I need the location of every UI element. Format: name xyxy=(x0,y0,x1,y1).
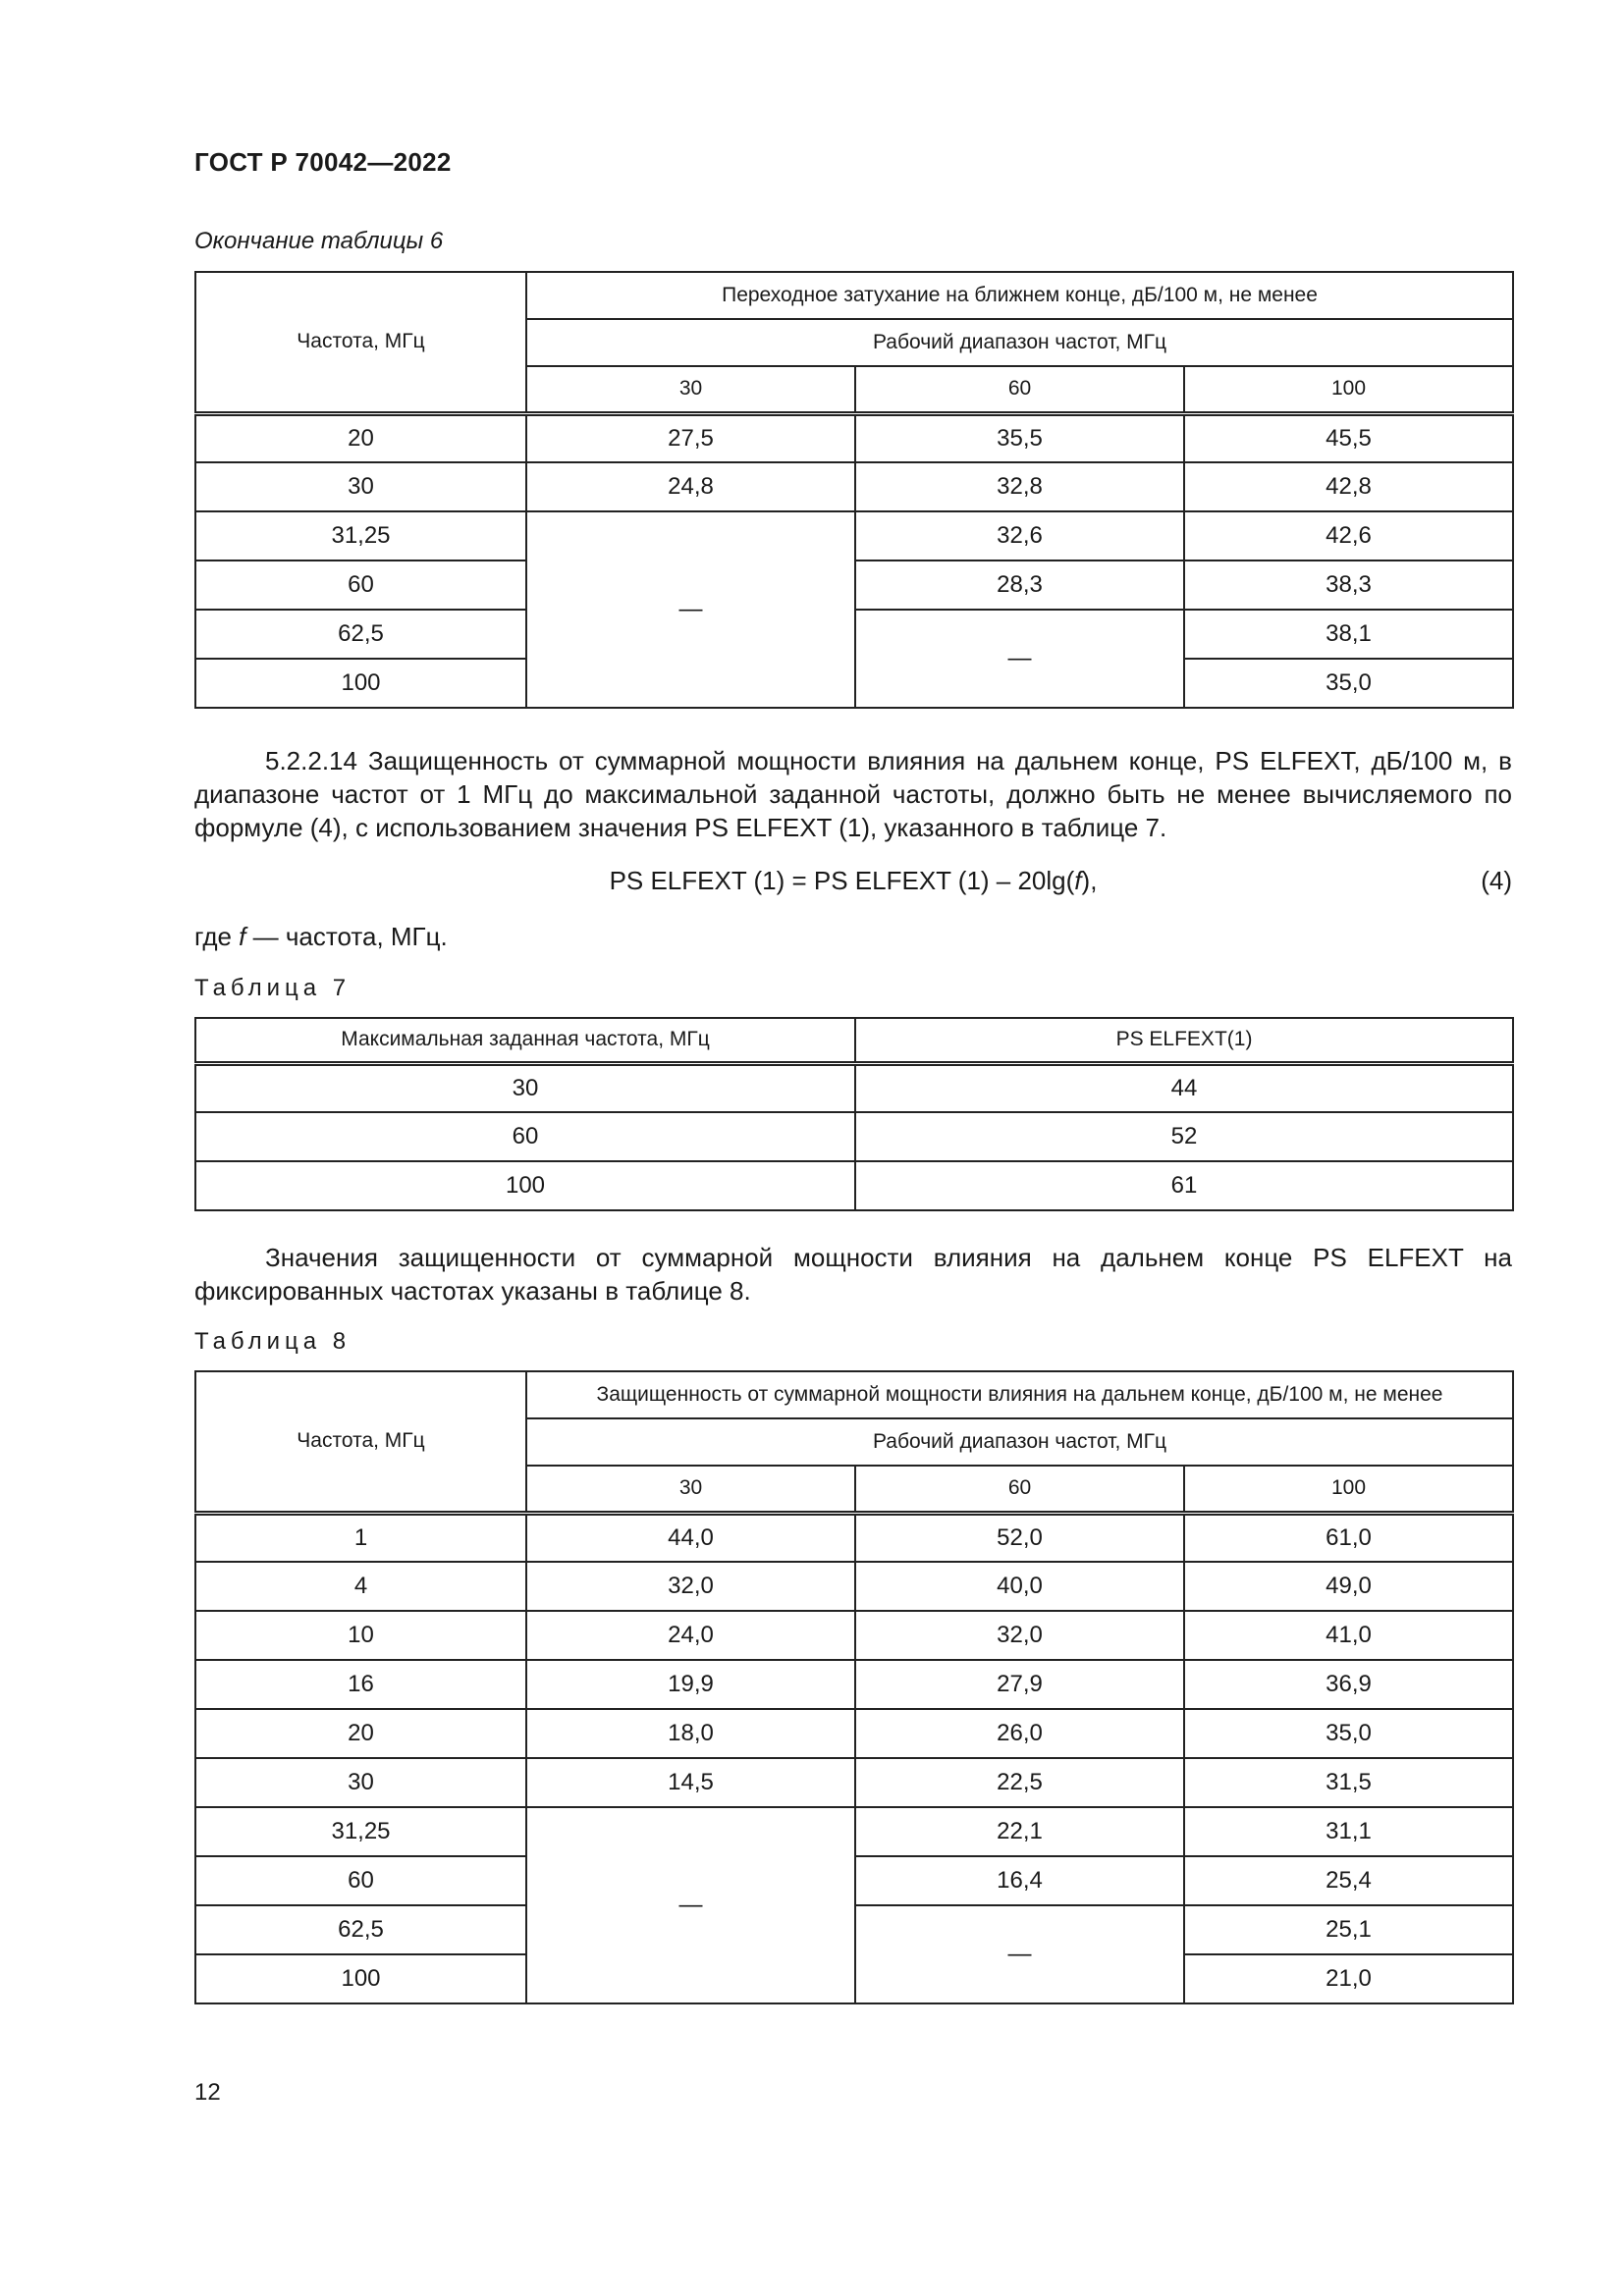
table6-group-header: Переходное затухание на ближнем конце, дБ/100 м, не менее xyxy=(526,272,1513,319)
table-row xyxy=(195,1161,1513,1210)
table6-cell: 42,6 xyxy=(1184,511,1513,561)
table-row xyxy=(195,1112,1513,1161)
table8-cell: 22,5 xyxy=(855,1758,1184,1807)
table8-cell: 61,0 xyxy=(1184,1513,1513,1562)
table8-cell: 62,5 xyxy=(195,1905,526,1954)
table8-cell: 30 xyxy=(195,1758,526,1807)
table8-dash-cell: — xyxy=(855,1905,1184,2003)
table-row xyxy=(195,1709,1513,1758)
paragraph-5-2-2-14 xyxy=(194,744,1512,844)
table8-range-col: 30 xyxy=(526,1466,855,1513)
table7 xyxy=(194,1017,1514,1211)
table6-range-header: Рабочий диапазон частот, МГц xyxy=(526,319,1513,366)
table8-cell: 44,0 xyxy=(526,1513,855,1562)
table6-cell: 42,8 xyxy=(1184,462,1513,511)
table8-freq-header: Частота, МГц xyxy=(195,1371,526,1513)
formula-variable: f xyxy=(1074,866,1082,895)
table8-group-header: Защищенность от суммарной мощности влияния на дальнем конце, дБ/100 м, не менее xyxy=(526,1371,1513,1418)
table8-cell: 41,0 xyxy=(1184,1611,1513,1660)
table6-cell: 100 xyxy=(195,659,526,708)
formula-left: PS ELFEXT (1) = PS ELFEXT (1) – 20lg( xyxy=(609,866,1075,895)
table8-cell: 18,0 xyxy=(526,1709,855,1758)
table7-cell: 100 xyxy=(195,1161,855,1210)
table-row xyxy=(195,1513,1513,1562)
table8-cell: 100 xyxy=(195,1954,526,2003)
table8-cell: 19,9 xyxy=(526,1660,855,1709)
table6-cell: 38,1 xyxy=(1184,610,1513,659)
table6-caption: Окончание таблицы 6 xyxy=(194,228,444,254)
table6-dash-cell: — xyxy=(526,511,855,708)
table6-range-col: 100 xyxy=(1184,366,1513,413)
table-row xyxy=(195,511,1513,561)
table8-cell: 20 xyxy=(195,1709,526,1758)
table6-cell: 30 xyxy=(195,462,526,511)
table-row xyxy=(195,1611,1513,1660)
table6-cell: 31,25 xyxy=(195,511,526,561)
table8-cell: 32,0 xyxy=(526,1562,855,1611)
page-number: 12 xyxy=(194,2079,221,2106)
formula-expression xyxy=(194,864,1512,897)
table6-cell: 38,3 xyxy=(1184,561,1513,610)
table8-cell: 52,0 xyxy=(855,1513,1184,1562)
formula-right: ), xyxy=(1081,866,1098,895)
table6-cell: 27,5 xyxy=(526,413,855,462)
table8-cell: 49,0 xyxy=(1184,1562,1513,1611)
table6-cell: 28,3 xyxy=(855,561,1184,610)
table8-cell: 16,4 xyxy=(855,1856,1184,1905)
table8-cell: 25,1 xyxy=(1184,1905,1513,1954)
table7-caption: Таблица 7 xyxy=(194,975,352,1001)
table7-col-header: PS ELFEXT(1) xyxy=(855,1018,1513,1063)
where-prefix: где xyxy=(194,922,240,951)
table8-cell: 31,25 xyxy=(195,1807,526,1856)
table-row xyxy=(195,1562,1513,1611)
table-row xyxy=(195,413,1513,462)
table8 xyxy=(194,1370,1514,2004)
table6-cell: 32,6 xyxy=(855,511,1184,561)
table8-range-col: 60 xyxy=(855,1466,1184,1513)
formula-explanation xyxy=(194,920,448,953)
table6-cell: 62,5 xyxy=(195,610,526,659)
table7-cell: 60 xyxy=(195,1112,855,1161)
table8-cell: 60 xyxy=(195,1856,526,1905)
table8-cell: 14,5 xyxy=(526,1758,855,1807)
table-row xyxy=(195,1758,1513,1807)
table6-cell: 35,0 xyxy=(1184,659,1513,708)
table8-cell: 16 xyxy=(195,1660,526,1709)
table8-cell: 26,0 xyxy=(855,1709,1184,1758)
table8-cell: 27,9 xyxy=(855,1660,1184,1709)
table6-dash-cell: — xyxy=(855,610,1184,708)
table8-cell: 10 xyxy=(195,1611,526,1660)
table8-range-col: 100 xyxy=(1184,1466,1513,1513)
table8-caption: Таблица 8 xyxy=(194,1328,352,1355)
table8-cell: 24,0 xyxy=(526,1611,855,1660)
table7-cell: 52 xyxy=(855,1112,1513,1161)
table6-cell: 32,8 xyxy=(855,462,1184,511)
table7-cell: 61 xyxy=(855,1161,1513,1210)
table7-cell: 44 xyxy=(855,1063,1513,1112)
table8-cell: 31,1 xyxy=(1184,1807,1513,1856)
table6-range-col: 30 xyxy=(526,366,855,413)
table8-cell: 21,0 xyxy=(1184,1954,1513,2003)
table6-range-col: 60 xyxy=(855,366,1184,413)
where-suffix: — частота, МГц. xyxy=(245,922,448,951)
table6-freq-header: Частота, МГц xyxy=(195,272,526,413)
table7-cell: 30 xyxy=(195,1063,855,1112)
table6-cell: 60 xyxy=(195,561,526,610)
paragraph-table8-intro xyxy=(194,1241,1512,1308)
table-row xyxy=(195,1063,1513,1112)
table6-cell: 35,5 xyxy=(855,413,1184,462)
table6 xyxy=(194,271,1514,709)
table-row xyxy=(195,1660,1513,1709)
table8-cell: 35,0 xyxy=(1184,1709,1513,1758)
table-row xyxy=(195,1807,1513,1856)
table6-cell: 45,5 xyxy=(1184,413,1513,462)
table8-cell: 1 xyxy=(195,1513,526,1562)
table7-col-header: Максимальная заданная частота, МГц xyxy=(195,1018,855,1063)
table8-dash-cell: — xyxy=(526,1807,855,2003)
table8-cell: 22,1 xyxy=(855,1807,1184,1856)
table8-cell: 36,9 xyxy=(1184,1660,1513,1709)
table-row xyxy=(195,462,1513,511)
paragraph-text: 5.2.2.14 Защищенность от суммарной мощности влияния на дальнем конце, PS ELFEXT, дБ/100 м, в диапазоне частот от 1 МГц до максимальной заданной частоты, должно быть не менее вычисляемого по формуле (4), с использованием значения PS ELFEXT (1), указанного в таблице 7. xyxy=(194,746,1512,842)
table6-cell: 24,8 xyxy=(526,462,855,511)
table8-cell: 32,0 xyxy=(855,1611,1184,1660)
paragraph-text: Значения защищенности от суммарной мощности влияния на дальнем конце PS ELFEXT на фиксированных частотах указаны в таблице 8. xyxy=(194,1243,1512,1306)
table8-cell: 25,4 xyxy=(1184,1856,1513,1905)
table6-cell: 20 xyxy=(195,413,526,462)
table8-cell: 4 xyxy=(195,1562,526,1611)
formula-number: (4) xyxy=(1481,866,1512,895)
where-variable: f xyxy=(239,922,246,951)
table8-cell: 31,5 xyxy=(1184,1758,1513,1807)
document-code: ГОСТ Р 70042—2022 xyxy=(194,147,452,177)
table8-cell: 40,0 xyxy=(855,1562,1184,1611)
table8-range-header: Рабочий диапазон частот, МГц xyxy=(526,1418,1513,1466)
